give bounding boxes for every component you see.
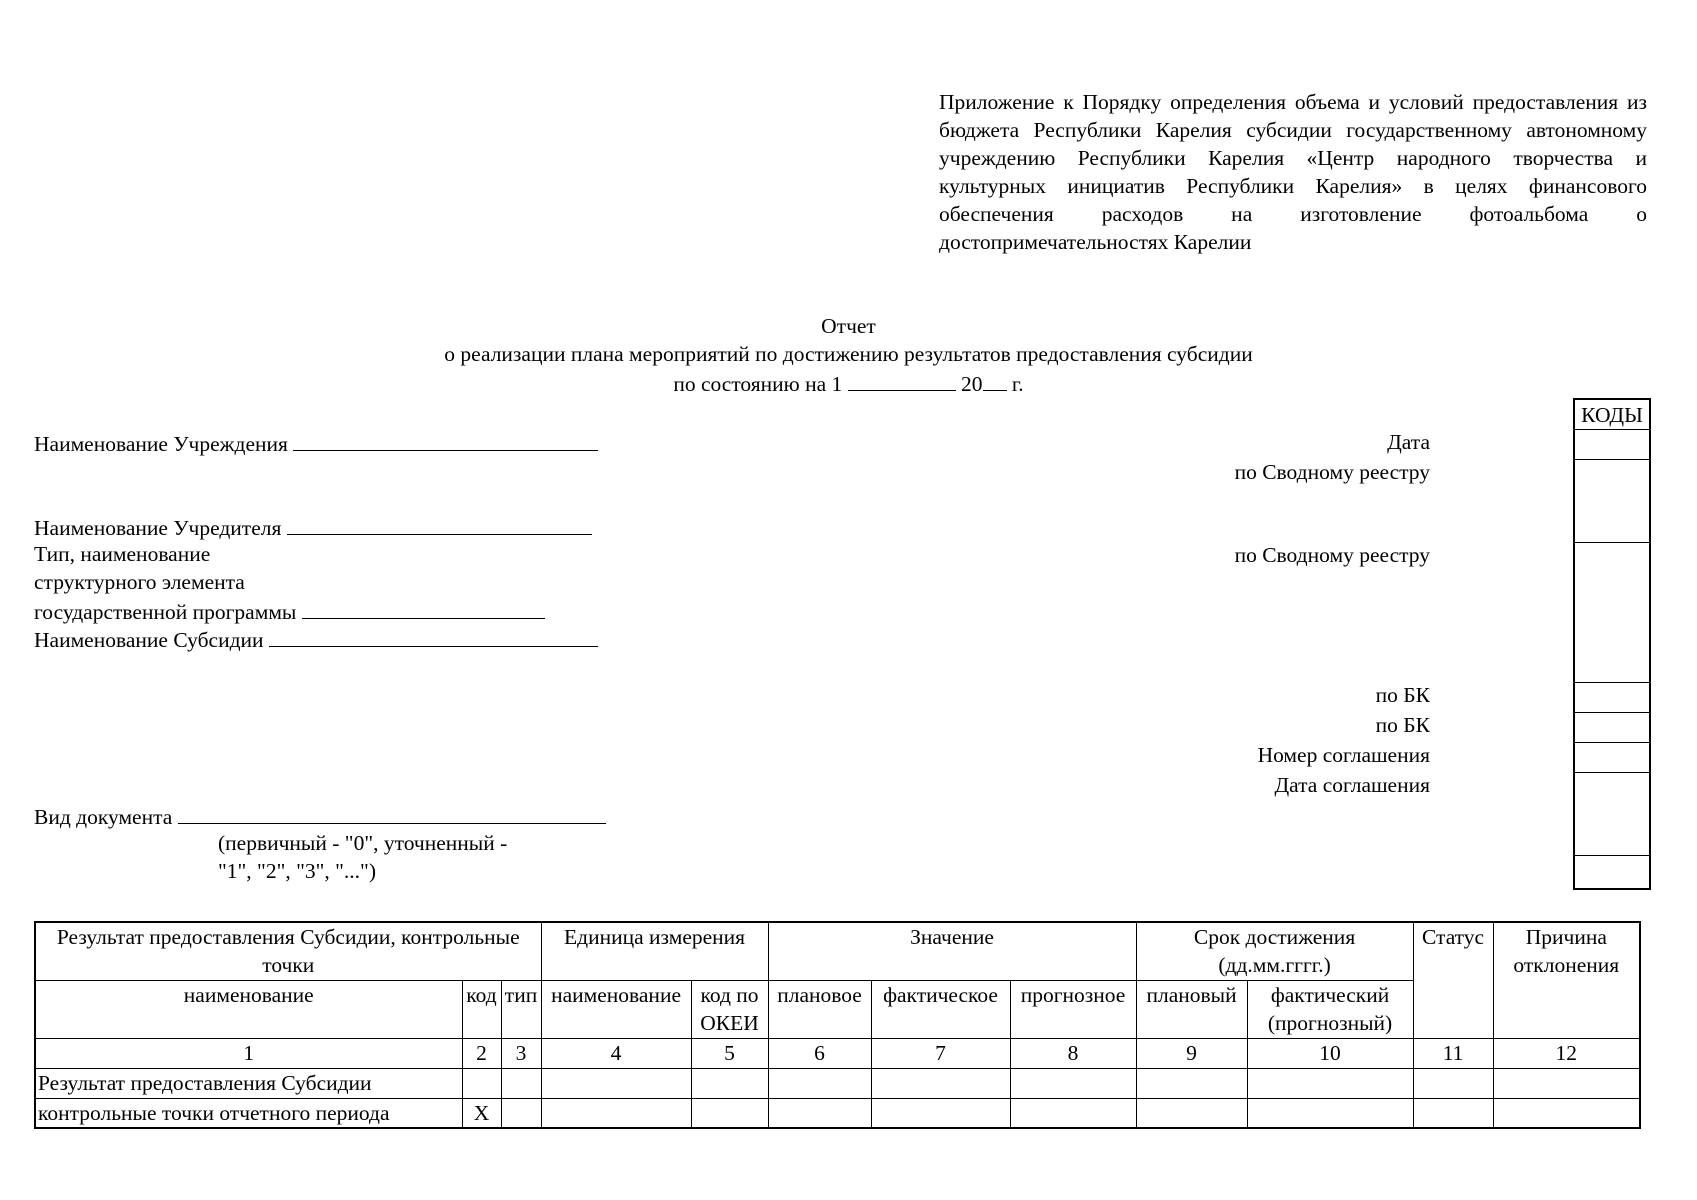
header-okei: код по ОКЕИ: [691, 980, 768, 1038]
row-unit-name-cell[interactable]: [541, 1068, 691, 1098]
header-forecast: прогнозное: [1010, 980, 1136, 1038]
header-row-2: [35, 980, 1640, 1038]
date-suffix: г.: [1011, 372, 1024, 396]
row-type-cell[interactable]: [501, 1098, 541, 1128]
header-planned-date: плановый: [1136, 980, 1247, 1038]
row-code[interactable]: [462, 1068, 501, 1098]
code-cell-agreement-date[interactable]: [1575, 773, 1649, 856]
col-number: 7: [871, 1038, 1010, 1068]
code-label-date: Дата: [1387, 430, 1430, 454]
header-deadline: Срок достижения (дд.мм.гггг.): [1136, 922, 1413, 980]
doc-type-hint-2: "1", "2", "3", "..."): [218, 859, 376, 883]
code-label-registry-2: по Сводному реестру: [1234, 543, 1430, 567]
row-reason-cell[interactable]: [1493, 1098, 1640, 1128]
subsidy-label: Наименование Субсидии: [34, 628, 264, 652]
code-cell-agreement-number[interactable]: [1575, 743, 1649, 773]
col-number: 3: [501, 1038, 541, 1068]
date-year: 20: [961, 372, 983, 396]
code-cell-bk-1[interactable]: [1575, 683, 1649, 713]
header-value: Значение: [768, 922, 1136, 980]
founder-field: [34, 512, 592, 542]
row-status-cell[interactable]: [1413, 1068, 1493, 1098]
col-number: 1: [35, 1038, 462, 1068]
row-unit-name-cell[interactable]: [541, 1098, 691, 1128]
row-actual-date-cell[interactable]: [1247, 1098, 1413, 1128]
report-title: Отчет: [821, 314, 876, 338]
header-reason: Причина отклонения: [1493, 922, 1640, 1038]
code-label-agreement-number: Номер соглашения: [1257, 743, 1430, 767]
subsidy-input[interactable]: [269, 624, 598, 647]
codes-header: КОДЫ: [1575, 400, 1649, 430]
codes-box: [1573, 398, 1651, 890]
col-number: 8: [1010, 1038, 1136, 1068]
row-actual-cell[interactable]: [871, 1098, 1010, 1128]
type-label-1: Тип, наименование: [34, 542, 211, 566]
report-subtitle: о реализации плана мероприятий по достижению результатов предоставления субсидии: [444, 342, 1253, 366]
col-number: 2: [462, 1038, 501, 1068]
doc-type-label: Вид документа: [34, 805, 173, 829]
header-code: код: [462, 980, 501, 1038]
code-cell-extra[interactable]: [1575, 856, 1649, 888]
col-number: 6: [768, 1038, 871, 1068]
header-name: наименование: [35, 980, 462, 1038]
code-cell-bk-2[interactable]: [1575, 713, 1649, 743]
row-planned-date-cell[interactable]: [1136, 1068, 1247, 1098]
header-unit: Единица измерения: [541, 922, 768, 980]
code-cell-registry-2[interactable]: [1575, 543, 1649, 683]
report-date-line: [0, 368, 1697, 398]
founder-label: Наименование Учредителя: [34, 516, 282, 540]
code-label-bk-1: по БК: [1375, 683, 1430, 707]
type-label-2: структурного элемента: [34, 570, 245, 594]
row-forecast-cell[interactable]: [1010, 1068, 1136, 1098]
header-result: Результат предоставления Субсидии, контрольные точки: [35, 922, 541, 980]
subsidy-field: [34, 624, 598, 654]
doc-type-field: [34, 801, 606, 831]
column-number-row: [35, 1038, 1640, 1068]
header-actual-date: фактический (прогнозный): [1247, 980, 1413, 1038]
header-unit-name: наименование: [541, 980, 691, 1038]
header-planned: плановое: [768, 980, 871, 1038]
doc-type-input[interactable]: [178, 801, 606, 824]
doc-type-hint-1: (первичный - "0", уточненный -: [218, 831, 508, 855]
row-status-cell[interactable]: [1413, 1098, 1493, 1128]
row-reason-cell[interactable]: [1493, 1068, 1640, 1098]
row-planned-date-cell[interactable]: [1136, 1098, 1247, 1128]
col-number: 9: [1136, 1038, 1247, 1068]
col-number: 4: [541, 1038, 691, 1068]
row-okei-cell[interactable]: [691, 1068, 768, 1098]
institution-field: [34, 428, 598, 458]
col-number: 11: [1413, 1038, 1493, 1068]
code-label-registry-1: по Сводному реестру: [1234, 460, 1430, 484]
col-number: 12: [1493, 1038, 1640, 1068]
header-row-1: [35, 922, 1640, 980]
date-year-blank[interactable]: [983, 368, 1007, 391]
program-input[interactable]: [302, 596, 545, 619]
row-planned-cell[interactable]: [768, 1068, 871, 1098]
header-actual: фактическое: [871, 980, 1010, 1038]
code-cell-registry-1[interactable]: [1575, 460, 1649, 543]
founder-input[interactable]: [287, 512, 592, 535]
results-table: [34, 921, 1641, 1129]
date-prefix: по состоянию на 1: [673, 372, 843, 396]
table-row: [35, 1098, 1640, 1128]
row-code: X: [462, 1098, 501, 1128]
program-field: [34, 596, 545, 626]
row-name: Результат предоставления Субсидии: [35, 1068, 462, 1098]
code-label-bk-2: по БК: [1375, 713, 1430, 737]
row-forecast-cell[interactable]: [1010, 1098, 1136, 1128]
col-number: 5: [691, 1038, 768, 1068]
header-status: Статус: [1413, 922, 1493, 1038]
code-cell-date[interactable]: [1575, 430, 1649, 460]
row-type-cell[interactable]: [501, 1068, 541, 1098]
code-label-agreement-date: Дата соглашения: [1274, 773, 1430, 797]
row-planned-cell[interactable]: [768, 1098, 871, 1128]
date-month-blank[interactable]: [848, 368, 956, 391]
institution-input[interactable]: [293, 428, 598, 451]
type-label-3: государственной программы: [34, 600, 297, 624]
row-actual-date-cell[interactable]: [1247, 1068, 1413, 1098]
table-row: [35, 1068, 1640, 1098]
appendix-text: Приложение к Порядку определения объема и условий предоставления из бюджета Республики Карелия субсидии государственному автономному учреждению Республики Карелия «Центр народного творчества и культурных инициатив Республики Карелия» в целях финансового обеспечения расходов на изготовление фотоальбома о достопримечательностях Карелии: [939, 90, 1647, 254]
header-type: тип: [501, 980, 541, 1038]
row-name: контрольные точки отчетного периода: [35, 1098, 462, 1128]
col-number: 10: [1247, 1038, 1413, 1068]
row-okei-cell[interactable]: [691, 1098, 768, 1128]
institution-label: Наименование Учреждения: [34, 432, 288, 456]
row-actual-cell[interactable]: [871, 1068, 1010, 1098]
